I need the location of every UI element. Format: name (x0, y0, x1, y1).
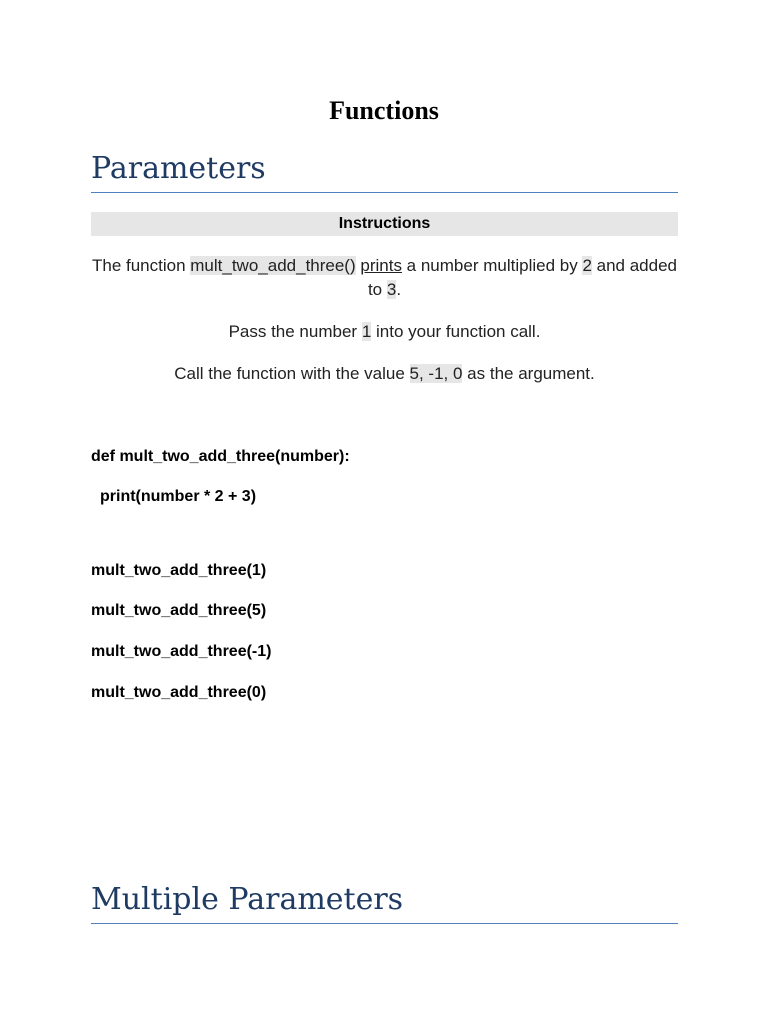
instruction-paragraph-1 (91, 254, 678, 302)
instruction-paragraph-3 (91, 362, 678, 386)
inline-code: mult_two_add_three() (190, 256, 356, 275)
text: Pass the number (228, 322, 362, 341)
text: . (396, 280, 402, 299)
highlighted-values: 5, -1, 0 (409, 364, 463, 383)
highlighted-number: 3 (386, 280, 397, 299)
section-heading-multiple-parameters: Multiple Parameters (91, 881, 678, 924)
document-title: Functions (329, 96, 439, 125)
code-line-call: mult_two_add_three(5) (91, 602, 267, 619)
section-heading-parameters: Parameters (91, 150, 678, 193)
code-line-call: mult_two_add_three(0) (91, 684, 267, 701)
text: Call the function with the value (174, 364, 410, 383)
code-line-def: def mult_two_add_three(number): (91, 448, 350, 465)
code-line-call: mult_two_add_three(1) (91, 562, 267, 579)
text: as the argument. (462, 364, 595, 383)
instructions-header: Instructions (91, 212, 678, 236)
text: a number multiplied by (401, 256, 583, 275)
text: into your function call. (371, 322, 541, 341)
underlined-text: prints (360, 256, 402, 275)
code-line-call: mult_two_add_three(-1) (91, 643, 272, 660)
highlighted-number: 1 (361, 322, 372, 341)
text: and added to (367, 256, 677, 299)
text: The function (91, 256, 191, 275)
instruction-paragraph-2 (91, 320, 678, 344)
highlighted-number: 2 (582, 256, 592, 275)
code-line-print: print(number * 2 + 3) (100, 488, 257, 505)
